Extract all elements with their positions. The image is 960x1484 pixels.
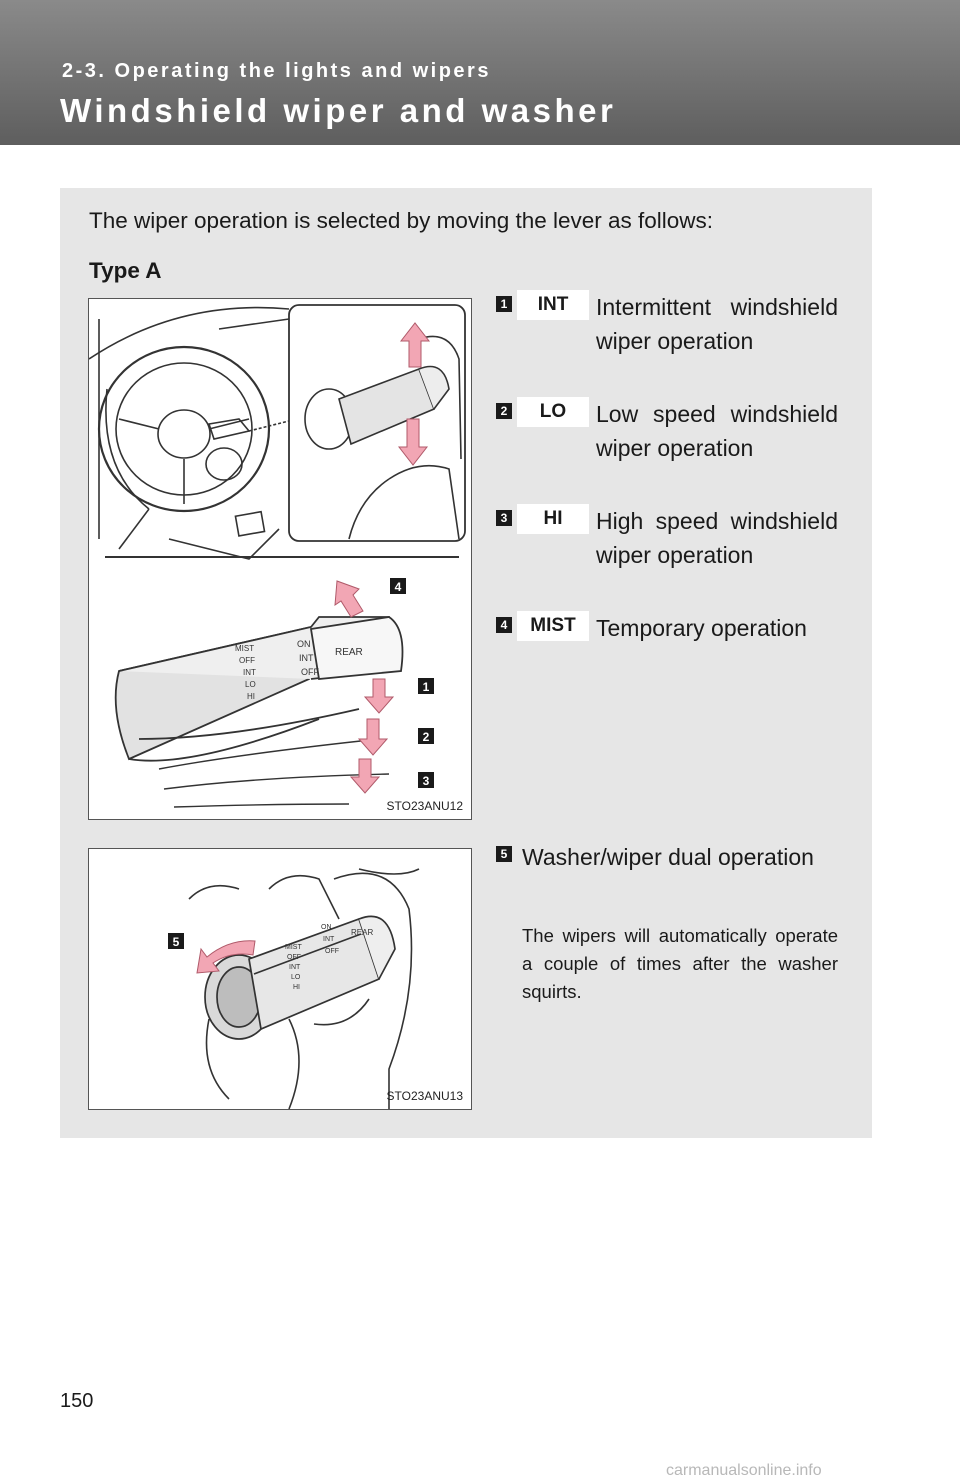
lever-label-mist: MIST — [235, 644, 255, 653]
figure-lever-type-a — [88, 298, 472, 820]
figure-code-1: STO23ANU12 — [386, 799, 463, 813]
page-header — [0, 0, 960, 145]
lever-label-off: OFF — [239, 656, 255, 665]
section-label: 2-3. Operating the lights and wipers — [62, 60, 491, 82]
item-key: MIST — [517, 611, 589, 641]
item-number: 3 — [496, 510, 512, 526]
svg-text:4: 4 — [394, 580, 402, 594]
figure-code-2: STO23ANU13 — [386, 1089, 463, 1103]
item-description: High speed windshield wiper operation — [596, 508, 838, 568]
item-note: The wipers will automatically operate a couple of times after the washer squirts. — [522, 925, 838, 1002]
item-number: 4 — [496, 617, 512, 633]
svg-text:3: 3 — [422, 774, 430, 788]
svg-text:2: 2 — [422, 730, 430, 744]
washer-label-int: INT — [289, 964, 301, 971]
lever-label-on: ON — [297, 639, 311, 649]
lever-illustration — [89, 299, 471, 819]
content-panel — [60, 188, 872, 1138]
washer-label-off: OFF — [287, 954, 301, 961]
washer-illustration — [89, 849, 471, 1109]
washer-label-lo: LO — [291, 974, 301, 981]
item-key: HI — [517, 504, 589, 534]
item-description: Temporary operation — [596, 615, 807, 641]
intro-text: The wiper operation is selected by moving the lever as follows: — [89, 208, 714, 233]
item-key: INT — [517, 290, 589, 320]
callout-2 — [418, 728, 434, 744]
item-key: LO — [517, 397, 589, 427]
svg-text:5: 5 — [172, 935, 180, 949]
lever-label-int: INT — [243, 668, 256, 677]
callout-1 — [418, 678, 434, 694]
item-number: 5 — [496, 846, 512, 862]
type-label: Type A — [89, 258, 162, 283]
washer-label-int2: INT — [323, 936, 335, 943]
callout-4 — [390, 578, 406, 594]
item-description: Washer/wiper dual operation — [522, 844, 814, 870]
callout-3 — [418, 772, 434, 788]
watermark: carmanualsonline.info — [666, 1462, 822, 1479]
washer-label-off2: OFF — [325, 948, 339, 955]
washer-label-rear: REAR — [351, 928, 374, 937]
lever-label-hi: HI — [247, 692, 255, 701]
item-description: Low speed windshield wiper operation — [596, 401, 838, 461]
figure-washer-operation — [88, 848, 472, 1110]
item-description: Intermittent windshield wiper operation — [596, 294, 838, 354]
item-number: 1 — [496, 296, 512, 312]
lever-label-rear: REAR — [335, 647, 363, 658]
page-title: Windshield wiper and washer — [60, 92, 617, 129]
svg-text:1: 1 — [422, 680, 430, 694]
washer-label-hi: HI — [293, 984, 300, 991]
lever-label-lo: LO — [245, 680, 256, 689]
lever-label-int2: INT — [299, 653, 314, 663]
washer-label-mist: MIST — [285, 944, 302, 951]
callout-5 — [168, 933, 184, 949]
lever-label-off2: OFF — [301, 667, 319, 677]
item-number: 2 — [496, 403, 512, 419]
page-number: 150 — [60, 1390, 94, 1412]
washer-label-on: ON — [321, 924, 332, 931]
